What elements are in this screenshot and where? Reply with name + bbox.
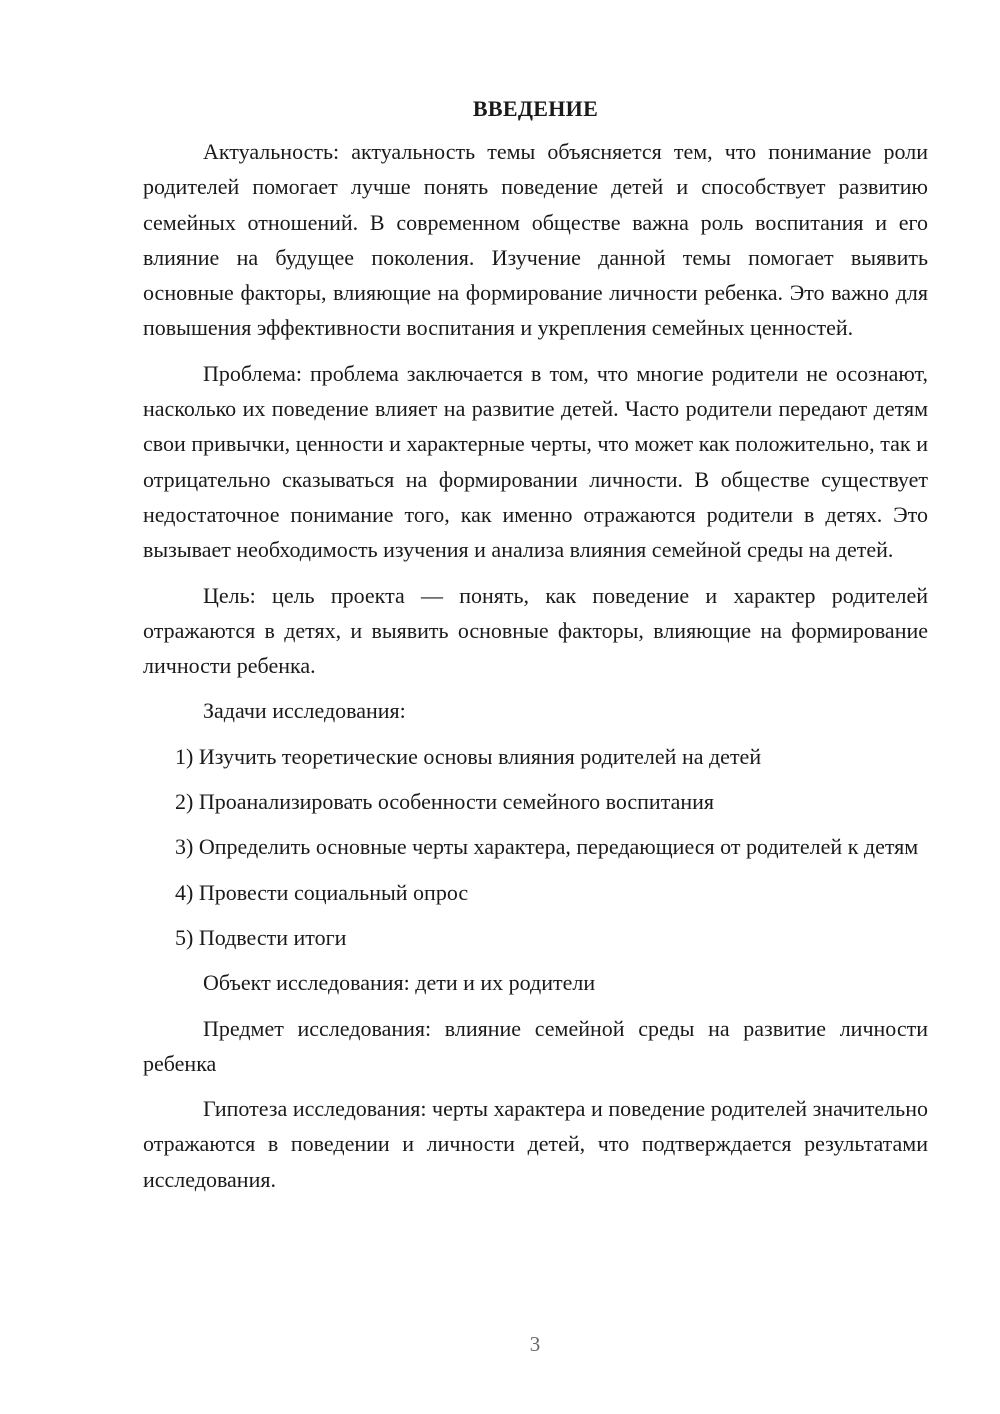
- object-paragraph: Объект исследования: дети и их родители: [203, 970, 596, 996]
- subject-paragraph: Предмет исследования: влияние семейной среды на развитие личности ребенка: [143, 1015, 928, 1076]
- relevance-paragraph: Актуальность: актуальность темы объясняется тем, что понимание роли родителей помогает лучше понять поведение детей и способствует развитию семейных отношений. В современном обществе важна роль воспитания и его влияние на будущее поколения. Изучение данной темы помогает выявить основные факторы, влияющие на формирование личности ребенка. Это важно для повышения эффективности воспитания и укрепления семейных ценностей.: [143, 139, 928, 341]
- hypothesis-paragraph: Гипотеза исследования: черты характера и поведение родителей значительно отражаются в поведении и личности детей, что подтверждается результатами исследования.: [143, 1096, 928, 1192]
- task-item-3: 3) Определить основные черты характера, передающиеся от родителей к детям: [175, 834, 919, 860]
- task-item-1: 1) Изучить теоретические основы влияния родителей на детей: [175, 743, 762, 769]
- tasks-heading: Задачи исследования:: [203, 698, 406, 724]
- page-title: ВВЕДЕНИЕ: [472, 96, 599, 121]
- problem-paragraph: Проблема: проблема заключается в том, что многие родители не осознают, насколько их поведение влияет на развитие детей. Часто родители передают детям свои привычки, ценности и характерные черты, что может как положительно, так и отрицательно сказываться на формировании личности. В обществе существует недостаточное понимание того, как именно отражаются родители в детях. Это вызывает необходимость изучения и анализа влияния семейной среды на детей.: [143, 360, 928, 563]
- goal-paragraph: Цель: цель проекта — понять, как поведение и характер родителей отражаются в детях, и выявить основные факторы, влияющие на формирование личности ребенка.: [143, 582, 928, 679]
- page-number: 3: [529, 1332, 541, 1356]
- task-item-4: 4) Провести социальный опрос: [175, 879, 469, 905]
- task-item-2: 2) Проанализировать особенности семейного воспитания: [175, 789, 715, 815]
- document-page: [143, 96, 928, 1207]
- task-item-5: 5) Подвести итоги: [175, 924, 347, 950]
